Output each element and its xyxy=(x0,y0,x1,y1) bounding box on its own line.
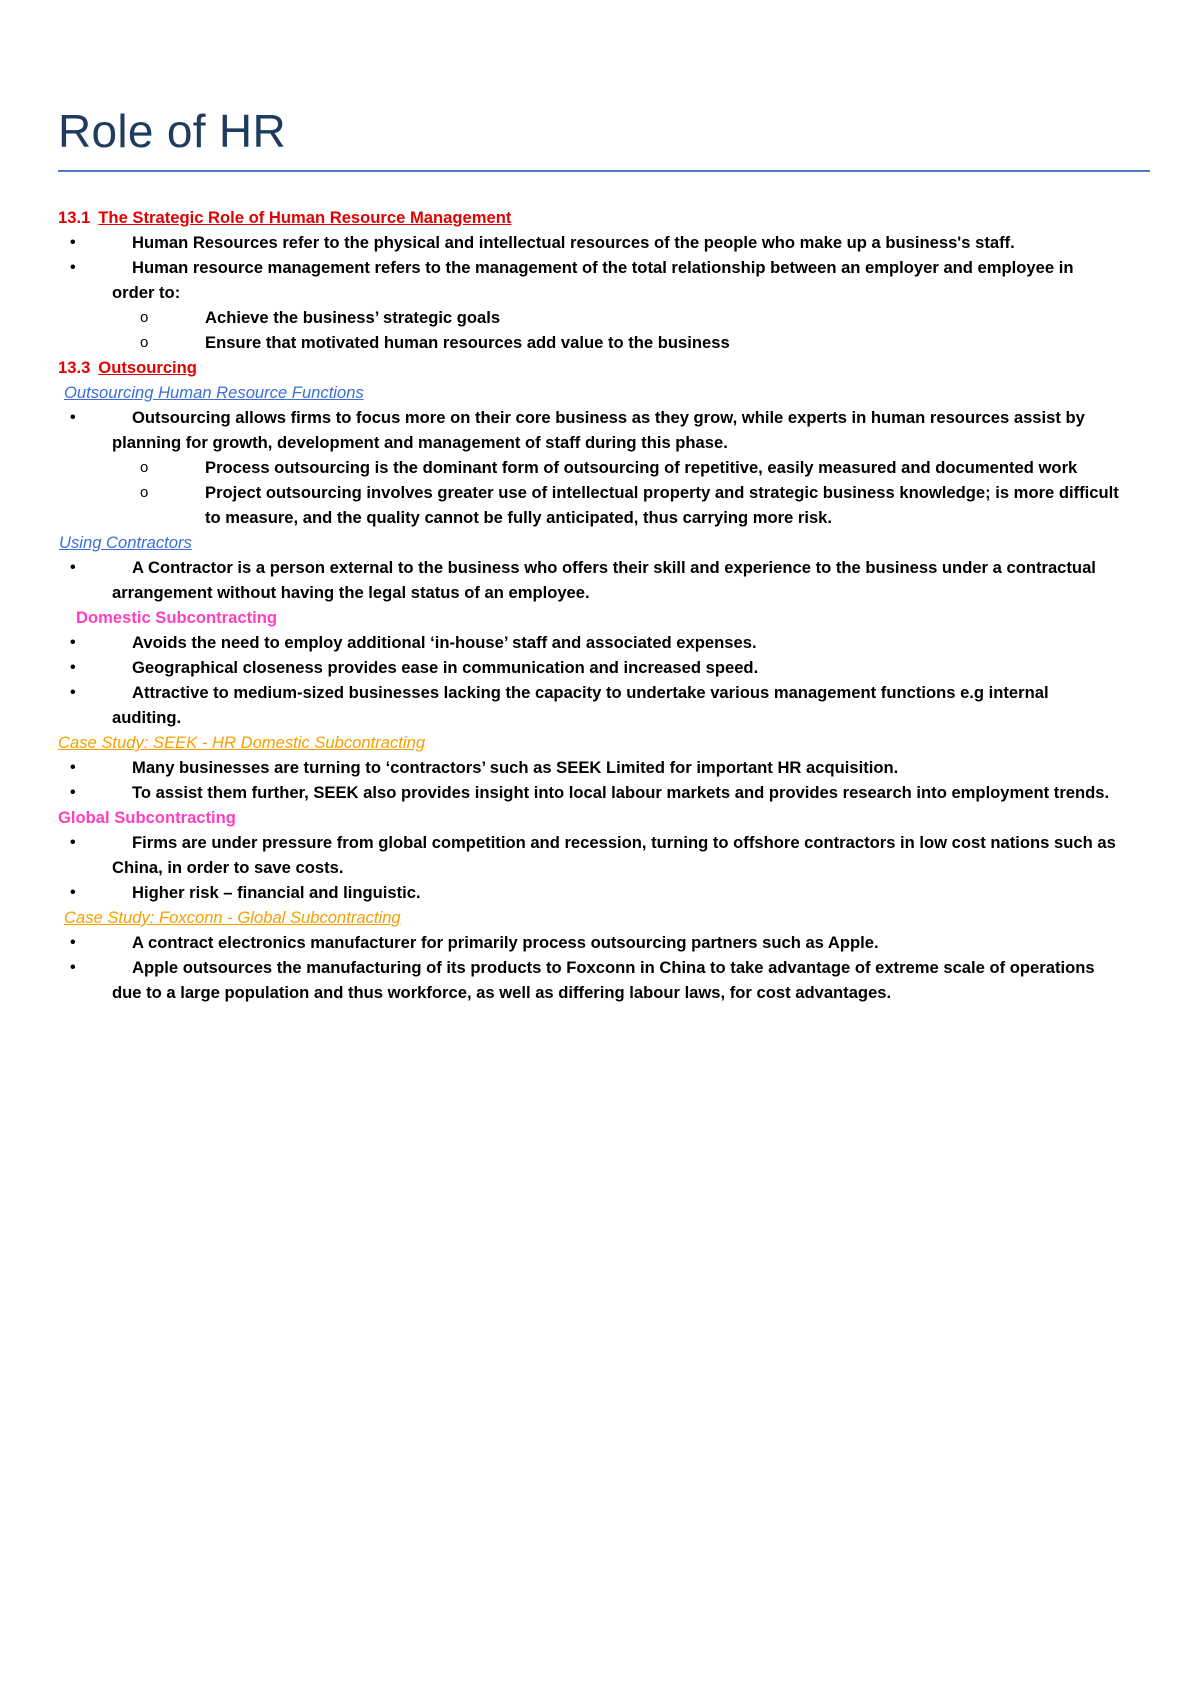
subheading-using-contractors xyxy=(58,530,1158,555)
list-item-text: order to: xyxy=(112,283,181,302)
section-heading-13-1 xyxy=(58,205,1158,230)
list-item-text: A Contractor is a person external to the business who offers their skill and experience to the business under a contractual xyxy=(132,558,1096,577)
subheading-text: Domestic Subcontracting xyxy=(76,608,277,627)
list-item-text: Many businesses are turning to ‘contractors’ such as SEEK Limited for important HR acquisition. xyxy=(132,758,899,777)
sub-list-item xyxy=(58,305,1158,330)
bullet-circle-icon: o xyxy=(140,484,149,501)
sub-list-item xyxy=(58,330,1158,355)
bullet-disc-icon: • xyxy=(70,959,76,976)
section-number: 13.1 xyxy=(58,208,91,227)
section-title: Outsourcing xyxy=(98,358,197,377)
subheading-outsourcing-hr-functions xyxy=(58,380,1158,405)
bullet-disc-icon: • xyxy=(70,684,76,701)
bullet-disc-icon: • xyxy=(70,409,76,426)
list-item-text: Outsourcing allows firms to focus more on their core business as they grow, while experts in human resources assist by xyxy=(132,408,1085,427)
list-item-continuation xyxy=(58,980,1158,1005)
subheading-case-study-foxconn xyxy=(58,905,1158,930)
list-item-text: Attractive to medium-sized businesses lacking the capacity to undertake various management functions e.g internal xyxy=(132,683,1049,702)
list-item-text: Apple outsources the manufacturing of its products to Foxconn in China to take advantage of extreme scale of operations xyxy=(132,958,1095,977)
list-item xyxy=(58,880,1158,905)
list-item-text: Human resource management refers to the management of the total relationship between an employer and employee in xyxy=(132,258,1074,277)
list-item xyxy=(58,405,1158,430)
bullet-disc-icon: • xyxy=(70,759,76,776)
list-item xyxy=(58,630,1158,655)
section-heading-13-3 xyxy=(58,355,1158,380)
list-item xyxy=(58,655,1158,680)
list-item xyxy=(58,830,1158,855)
sub-list-item-text: Achieve the business’ strategic goals xyxy=(205,308,501,327)
list-item xyxy=(58,955,1158,980)
list-item-text: A contract electronics manufacturer for primarily process outsourcing partners such as Apple. xyxy=(132,933,879,952)
document-body xyxy=(58,205,1158,1005)
list-item-continuation xyxy=(58,430,1158,455)
list-item-text: planning for growth, development and management of staff during this phase. xyxy=(112,433,728,452)
bullet-circle-icon: o xyxy=(140,309,149,326)
bullet-disc-icon: • xyxy=(70,834,76,851)
bullet-circle-icon: o xyxy=(140,459,149,476)
list-item xyxy=(58,755,1158,780)
bullet-disc-icon: • xyxy=(70,259,76,276)
list-item-text: arrangement without having the legal status of an employee. xyxy=(112,583,590,602)
list-item-text: To assist them further, SEEK also provides insight into local labour markets and provides research into employment trends. xyxy=(132,783,1110,802)
section-number: 13.3 xyxy=(58,358,91,377)
list-item-text: China, in order to save costs. xyxy=(112,858,344,877)
section-title: The Strategic Role of Human Resource Management xyxy=(98,208,512,227)
subheading-text: Case Study: Foxconn - Global Subcontracting xyxy=(64,908,401,927)
list-item xyxy=(58,780,1158,805)
list-item-text: Firms are under pressure from global competition and recession, turning to offshore contractors in low cost nations such as xyxy=(132,833,1116,852)
list-item-continuation xyxy=(58,580,1158,605)
sub-list-item-text: Ensure that motivated human resources add value to the business xyxy=(205,333,730,352)
list-item-continuation xyxy=(58,855,1158,880)
bullet-disc-icon: • xyxy=(70,784,76,801)
list-item-text: Avoids the need to employ additional ‘in-house’ staff and associated expenses. xyxy=(132,633,757,652)
subheading-case-study-seek xyxy=(58,730,1158,755)
subheading-text: Case Study: SEEK - HR Domestic Subcontracting xyxy=(58,733,426,752)
list-item xyxy=(58,255,1158,280)
list-item-text: due to a large population and thus workforce, as well as differing labour laws, for cost advantages. xyxy=(112,983,892,1002)
bullet-disc-icon: • xyxy=(70,934,76,951)
list-item-text: auditing. xyxy=(112,708,182,727)
subheading-text: Outsourcing Human Resource Functions xyxy=(64,383,364,402)
sub-list-item-continuation xyxy=(58,505,1158,530)
subheading-global-subcontracting xyxy=(58,805,1158,830)
page-title: Role of HR xyxy=(58,105,286,157)
subheading-domestic-subcontracting xyxy=(58,605,1158,630)
list-item xyxy=(58,230,1158,255)
list-item xyxy=(58,555,1158,580)
list-item-text: Human Resources refer to the physical and intellectual resources of the people who make up a business's staff. xyxy=(132,233,1015,252)
list-item xyxy=(58,930,1158,955)
list-item-text: Geographical closeness provides ease in communication and increased speed. xyxy=(132,658,759,677)
list-item xyxy=(58,680,1158,705)
bullet-disc-icon: • xyxy=(70,559,76,576)
title-divider xyxy=(58,170,1150,172)
bullet-disc-icon: • xyxy=(70,234,76,251)
bullet-disc-icon: • xyxy=(70,659,76,676)
list-item-text: Higher risk – financial and linguistic. xyxy=(132,883,421,902)
subheading-text: Using Contractors xyxy=(59,533,192,552)
sub-list-item-text: to measure, and the quality cannot be fully anticipated, thus carrying more risk. xyxy=(205,508,833,527)
list-item-continuation xyxy=(58,280,1158,305)
bullet-disc-icon: • xyxy=(70,634,76,651)
sub-list-item xyxy=(58,480,1158,505)
bullet-disc-icon: • xyxy=(70,884,76,901)
sub-list-item-text: Project outsourcing involves greater use of intellectual property and strategic business knowledge; is more difficult xyxy=(205,483,1119,502)
bullet-circle-icon: o xyxy=(140,334,149,351)
sub-list-item xyxy=(58,455,1158,480)
subheading-text: Global Subcontracting xyxy=(58,808,236,827)
list-item-continuation xyxy=(58,705,1158,730)
sub-list-item-text: Process outsourcing is the dominant form of outsourcing of repetitive, easily measured and documented work xyxy=(205,458,1078,477)
